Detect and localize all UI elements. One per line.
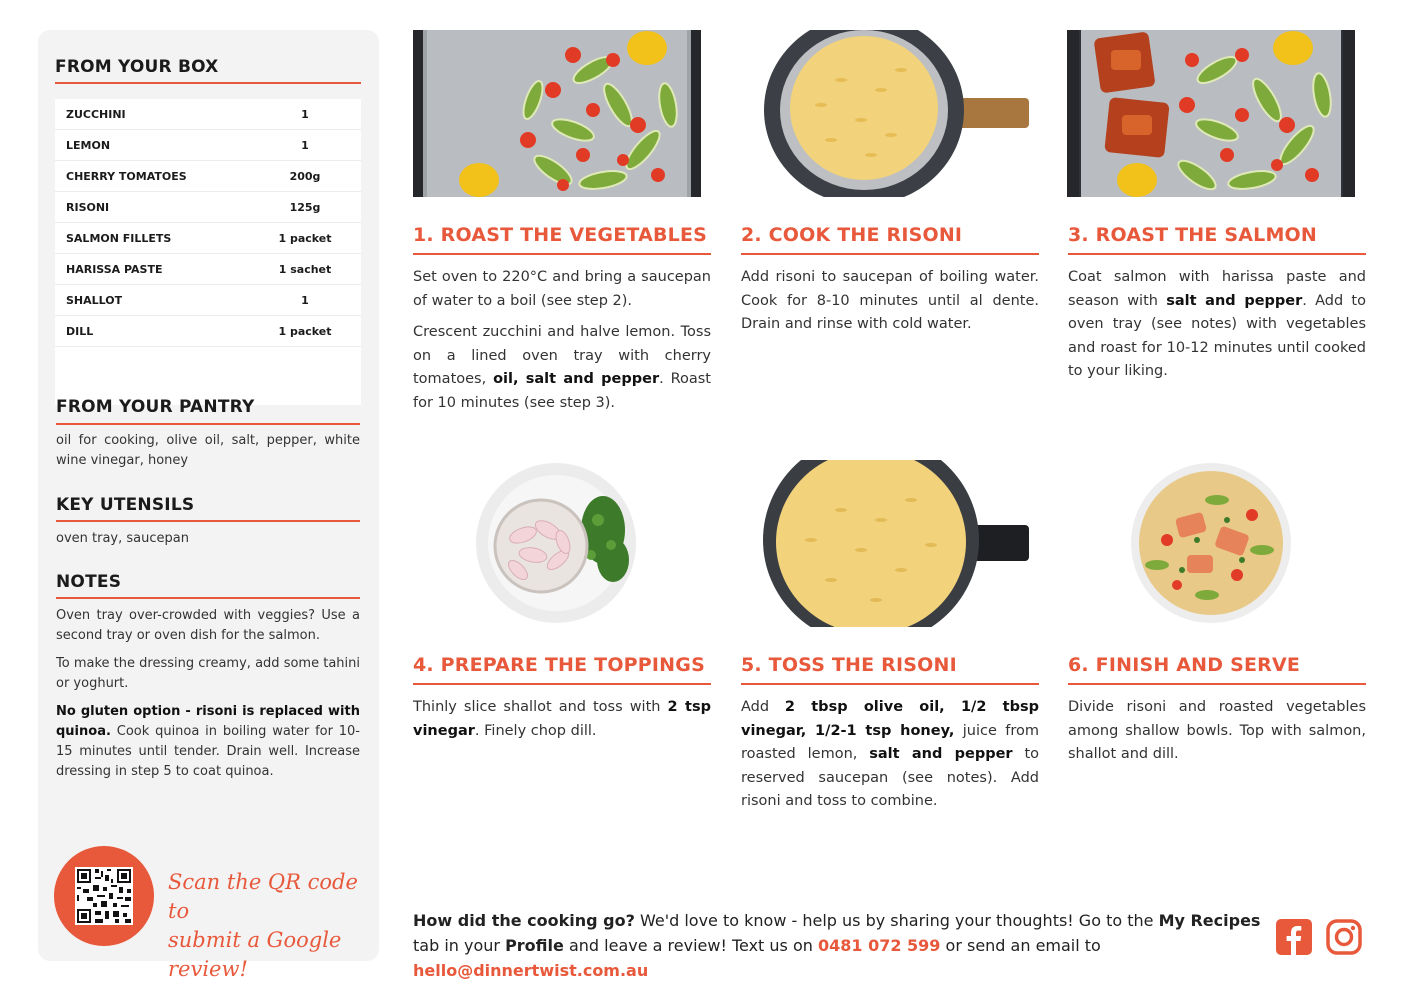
- step-6-title: 6. FINISH AND SERVE: [1068, 654, 1301, 676]
- step-3-photo: [1067, 30, 1355, 197]
- step-1-rule: [413, 253, 711, 255]
- step-1-body: Set oven to 220°C and bring a saucepan of water to a boil (see step 2). Crescent zucchini and halve lemon. Toss on a lined oven tray with cherry tomatoes, oil, salt and pepper. Roast for 10 minutes (see step 3).: [413, 269, 711, 411]
- step-4-body: Thinly slice shallot and toss with 2 tsp vinegar. Finely chop dill.: [413, 699, 711, 739]
- table-row: RISONI 125g: [55, 192, 361, 223]
- footer-feedback: How did the cooking go? We'd love to know - help us by sharing your thoughts! Go to the My Recipes tab in your Profile and leave a review! Text us on 0481 072 599 or send an email to hello@dinnertwist.com.au: [413, 911, 1261, 980]
- utensils-title: KEY UTENSILS: [56, 495, 195, 515]
- table-row: DILL 1 packet: [55, 316, 361, 347]
- phone-link[interactable]: 0481 072 599: [817, 936, 941, 955]
- notes-title: NOTES: [56, 572, 122, 592]
- box-title: FROM YOUR BOX: [55, 57, 219, 77]
- step-3-body: Coat salmon with harissa paste and season with salt and pepper. Add to oven tray (see notes) with vegetables and roast for 10-12 minutes until cooked to your liking.: [1068, 269, 1366, 379]
- qr-code-icon: [75, 867, 133, 925]
- table-row: SALMON FILLETS 1 packet: [55, 223, 361, 254]
- step-5-rule: [741, 683, 1039, 685]
- sidebar: [38, 30, 379, 981]
- email-link[interactable]: hello@dinnertwist.com.au: [413, 961, 649, 980]
- utensils-rule: [56, 520, 360, 522]
- table-row: LEMON 1: [55, 130, 361, 161]
- step-2-photo: [741, 30, 1029, 197]
- step-6-body: Divide risoni and roasted vegetables among shallow bowls. Top with salmon, shallot and dill.: [1068, 699, 1366, 762]
- box-title-rule: [55, 82, 361, 84]
- step-1-photo: [413, 30, 701, 197]
- pantry-title: FROM YOUR PANTRY: [56, 397, 255, 417]
- note-2: To make the dressing creamy, add some tahini or yoghurt.: [56, 656, 360, 691]
- qr-code-badge[interactable]: [54, 846, 154, 946]
- step-2-rule: [741, 253, 1039, 255]
- step-5-body: Add 2 tbsp olive oil, 1/2 tbsp vinegar, 1/2-1 tsp honey, juice from roasted lemon, salt and pepper to reserved saucepan (see notes). Add risoni and toss to combine.: [741, 699, 1040, 809]
- step-2-title: 2. COOK THE RISONI: [741, 224, 963, 246]
- note-1: Oven tray over-crowded with veggies? Use a second tray or oven dish for the salmon.: [56, 608, 360, 643]
- box-ingredients-table: [55, 99, 361, 405]
- facebook-icon[interactable]: [1276, 919, 1312, 955]
- step-3-title: 3. ROAST THE SALMON: [1068, 224, 1318, 246]
- step-1-title: 1. ROAST THE VEGETABLES: [413, 224, 708, 246]
- step-4-photo: [413, 460, 701, 627]
- step-5-photo: [741, 460, 1029, 627]
- table-row: ZUCCHINI 1: [55, 99, 361, 130]
- notes-rule: [56, 597, 360, 599]
- note-3: No gluten option - risoni is replaced with quinoa. Cook quinoa in boiling water for 10-15 minutes until tender. Drain well. Increase dressing in step 5 to coat quinoa.: [56, 704, 360, 779]
- step-6-photo: [1067, 460, 1355, 627]
- step-2-body: Add risoni to saucepan of boiling water. Cook for 8-10 minutes until al dente. Drain and rinse with cold water.: [741, 269, 1039, 332]
- table-row: HARISSA PASTE 1 sachet: [55, 254, 361, 285]
- step-5-title: 5. TOSS THE RISONI: [741, 654, 957, 676]
- qr-caption: Scan the QR code to submit a Google review!: [168, 870, 358, 981]
- step-4-rule: [413, 683, 711, 685]
- table-row: CHERRY TOMATOES 200g: [55, 161, 361, 192]
- step-6-rule: [1068, 683, 1366, 685]
- notes-text: [56, 606, 360, 790]
- step-3-rule: [1068, 253, 1366, 255]
- pantry-text: oil for cooking, olive oil, salt, pepper, white wine vinegar, honey: [56, 433, 360, 468]
- utensils-text: oven tray, saucepan: [56, 531, 189, 546]
- instagram-icon[interactable]: [1326, 919, 1362, 955]
- step-4-title: 4. PREPARE THE TOPPINGS: [413, 654, 705, 676]
- pantry-rule: [56, 423, 360, 425]
- table-row: SHALLOT 1: [55, 285, 361, 316]
